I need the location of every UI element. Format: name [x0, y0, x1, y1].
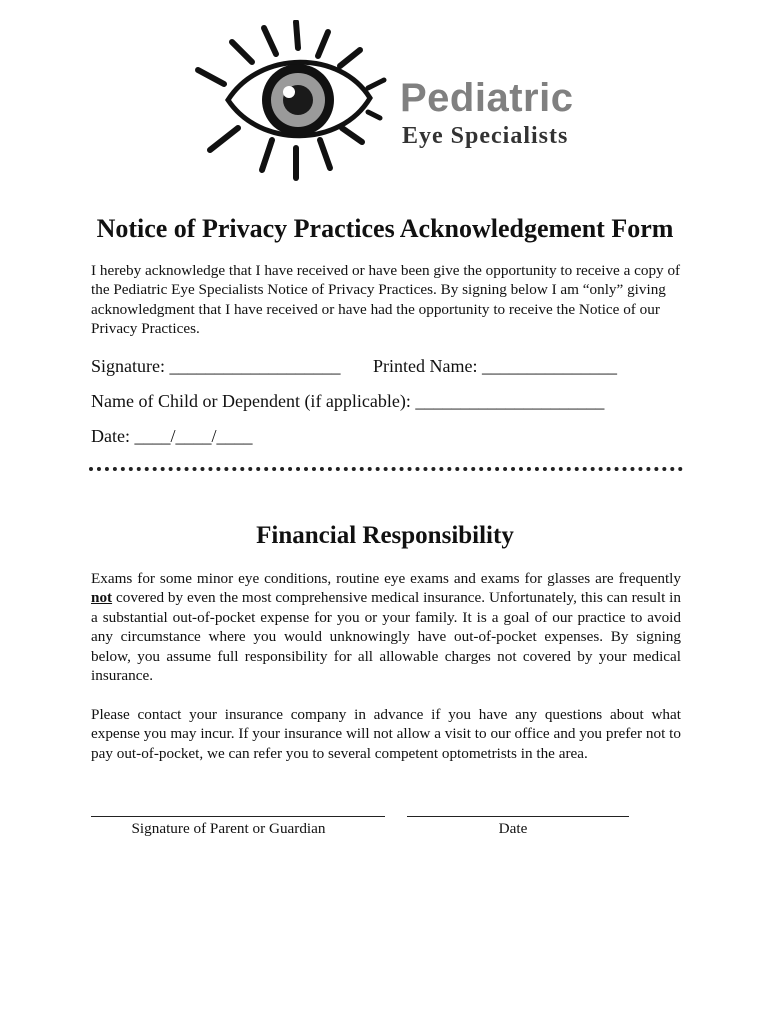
- date-signature-line[interactable]: [407, 816, 629, 817]
- dotted-divider: [89, 467, 683, 471]
- printed-name-field[interactable]: Printed Name: _______________: [373, 356, 617, 376]
- guardian-signature-label: Signature of Parent or Guardian: [131, 820, 326, 837]
- financial-paragraph-2: Please contact your insurance company in advance if you have any questions about what expense you may incur. If your insurance will not allow a visit to our office and you prefer not to pay out-of-pocket, we can refer you to several competent optometrists in the area.: [91, 706, 681, 762]
- emphasis-not: not: [91, 589, 113, 607]
- privacy-acknowledgement-text: I hereby acknowledge that I have received or have been give the opportunity to receive a copy of the Pediatric Eye Specialists Notice of Privacy Practices. By signing below I am “only” giving acknowledgment that I have received or have had the opportunity to receive the Notice of our Privacy Practices.: [91, 262, 681, 338]
- child-name-field[interactable]: Name of Child or Dependent (if applicable): _____________________: [91, 391, 605, 411]
- signature-field[interactable]: Signature: ___________________: [91, 356, 341, 376]
- logo-name: Pediatric: [400, 76, 574, 120]
- financial-title: Financial Responsibility: [256, 522, 514, 549]
- financial-paragraph-1: Exams for some minor eye conditions, routine eye exams and exams for glasses are frequently not covered by even the most comprehensive medical insurance. Unfortunately, this can result in a substantial out-of-pocket expense for you or your family. It is a goal of our practice to avoid any circumstance where you would unknowingly have out-of-pocket expenses. By signing below, you assume full responsibility for all allowable charges not covered by your medical insurance.: [91, 570, 681, 685]
- date-label: Date: [498, 820, 528, 837]
- practice-logo: [190, 20, 590, 185]
- privacy-form-title: Notice of Privacy Practices Acknowledgement Form: [96, 214, 674, 243]
- date-field[interactable]: Date: ____/____/____: [91, 426, 253, 446]
- guardian-signature-line[interactable]: [91, 816, 385, 817]
- logo-subtitle: Eye Specialists: [402, 123, 569, 149]
- eye-logo-icon: [190, 20, 400, 185]
